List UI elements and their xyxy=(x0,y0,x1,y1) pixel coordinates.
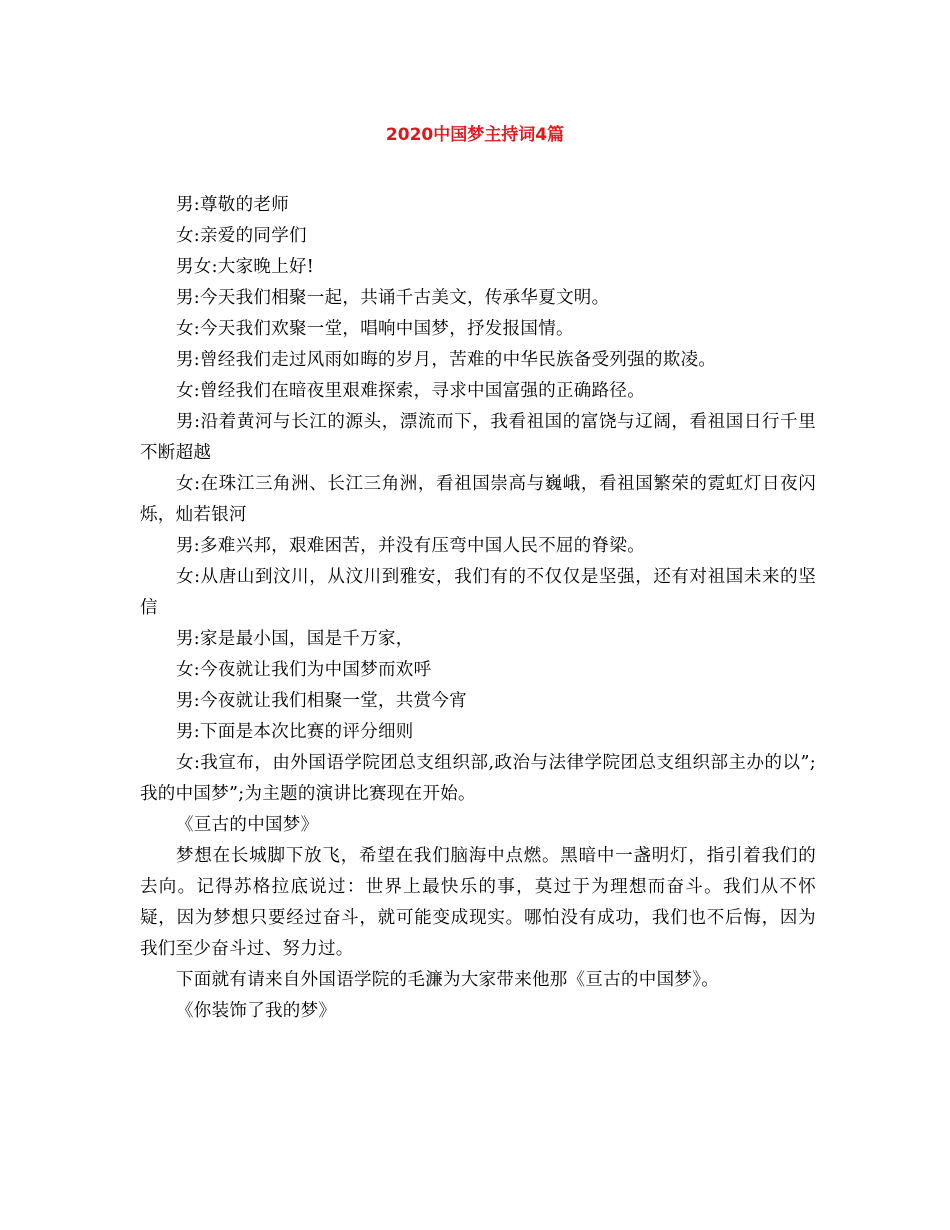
paragraph: 下面就有请来自外国语学院的毛濂为大家带来他那《亘古的中国梦》。 xyxy=(176,970,720,990)
paragraph: 男:家是最小国，国是千万家， xyxy=(176,629,414,649)
paragraph: 女:今天我们欢聚一堂，唱响中国梦，抒发报国情。 xyxy=(176,319,574,339)
paragraph: 女:从唐山到汶川，从汶川到雅安，我们有的不仅仅是坚强，还有对祖国未来的坚信 xyxy=(140,567,816,618)
section-heading: 《你装饰了我的梦》 xyxy=(176,1001,337,1021)
section-heading: 《亘古的中国梦》 xyxy=(176,815,319,835)
paragraph: 男:多难兴邦，艰难困苦，并没有压弯中国人民不屈的脊梁。 xyxy=(176,536,645,556)
paragraph: 男:下面是本次比赛的评分细则 xyxy=(176,722,414,742)
document-body xyxy=(140,190,816,1027)
paragraph: 男:今夜就让我们相聚一堂，共赏今宵 xyxy=(176,691,467,711)
paragraph: 女:我宣布，由外国语学院团总支组织部,政治与法律学院团总支组织部主办的以”;我的中国梦”;为主题的演讲比赛现在开始。 xyxy=(140,753,816,804)
paragraph: 男女:大家晚上好! xyxy=(176,257,315,277)
paragraph: 女:今夜就让我们为中国梦而欢呼 xyxy=(176,660,432,680)
paragraph: 男:尊敬的老师 xyxy=(176,195,289,215)
paragraph: 男:沿着黄河与长江的源头，漂流而下，我看祖国的富饶与辽阔，看祖国日行千里不断超越 xyxy=(140,412,816,463)
paragraph: 梦想在长城脚下放飞，希望在我们脑海中点燃。黑暗中一盏明灯，指引着我们的去向。记得苏格拉底说过：世界上最快乐的事，莫过于为理想而奋斗。我们从不怀疑，因为梦想只要经过奋斗，就可能变成现实。哪怕没有成功，我们也不后悔，因为我们至少奋斗过、努力过。 xyxy=(140,846,816,959)
paragraph: 男:曾经我们走过风雨如晦的岁月，苦难的中华民族备受列强的欺凌。 xyxy=(176,350,717,370)
paragraph: 女:亲爱的同学们 xyxy=(176,226,307,246)
paragraph: 男:今天我们相聚一起，共诵千古美文，传承华夏文明。 xyxy=(176,288,610,308)
paragraph: 女:曾经我们在暗夜里艰难探索，寻求中国富强的正确路径。 xyxy=(176,381,645,401)
paragraph: 女:在珠江三角洲、长江三角洲，看祖国崇高与巍峨，看祖国繁荣的霓虹灯日夜闪烁，灿若银河 xyxy=(140,474,816,525)
document-title: 2020中国梦主持词4篇 xyxy=(385,125,565,145)
